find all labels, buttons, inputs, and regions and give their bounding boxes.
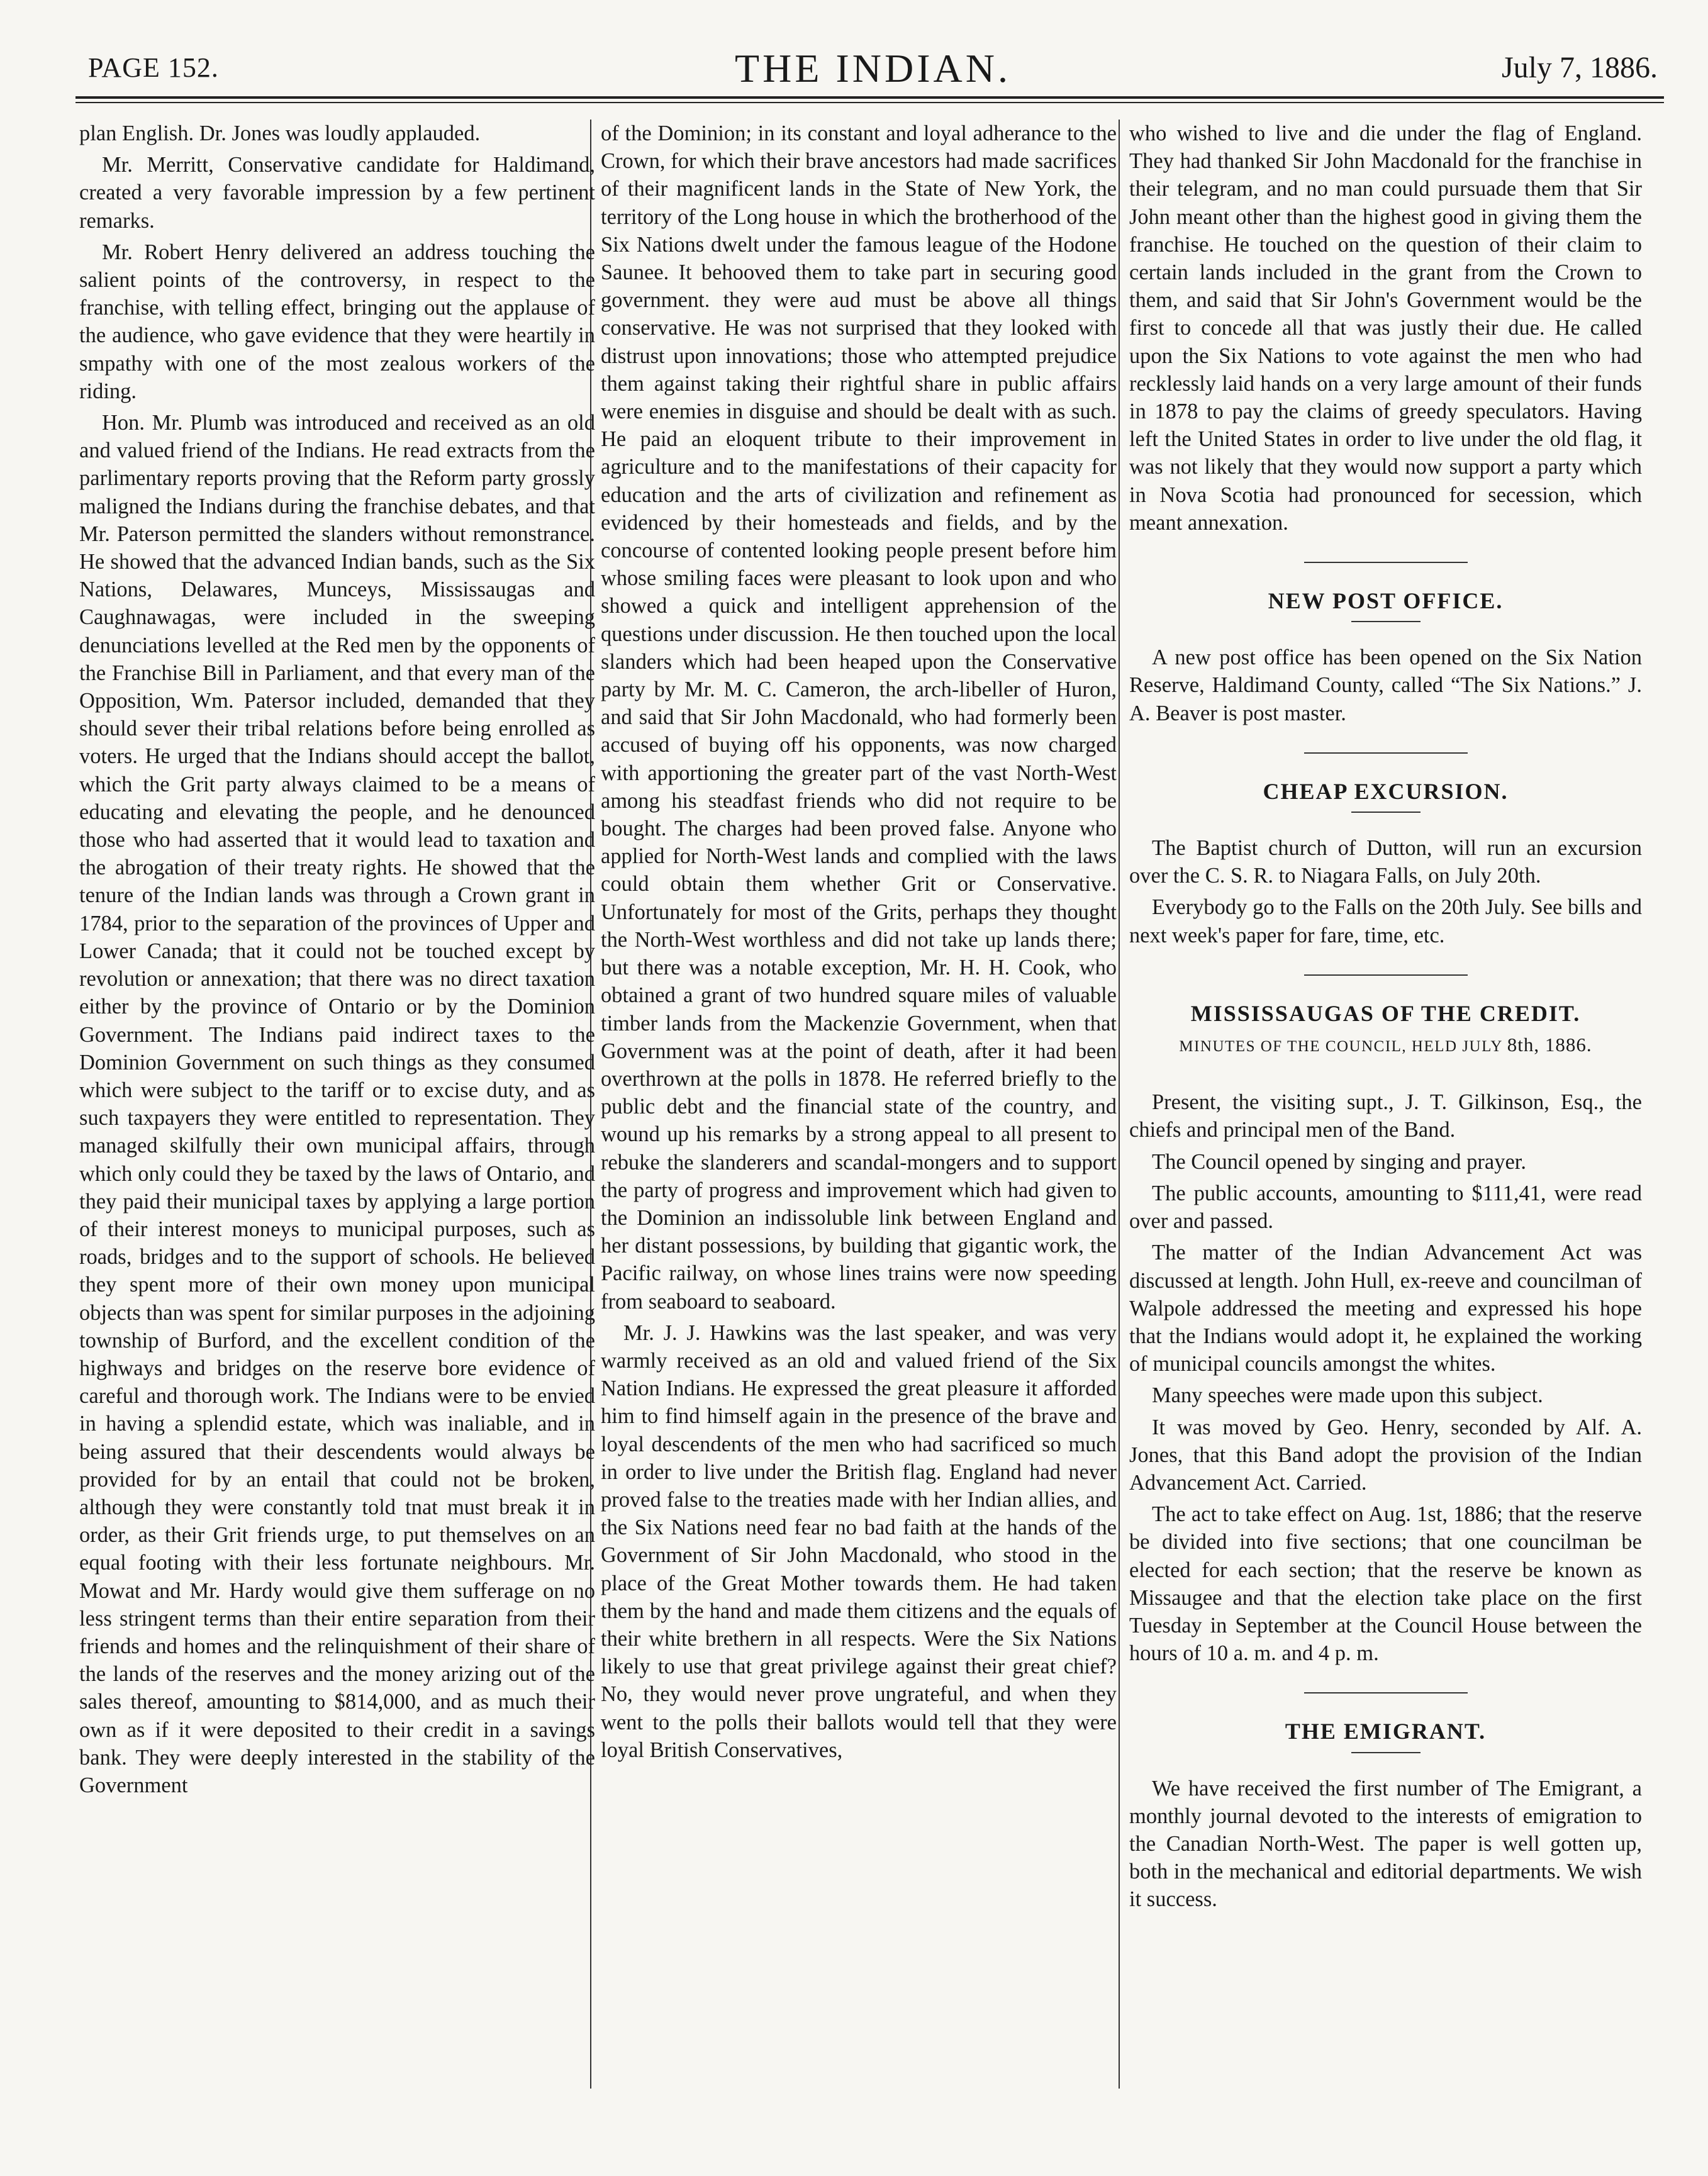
page-header (88, 46, 1658, 99)
paragraph: A new post office has been opened on the Six Nation Reserve, Haldimand County, called “The Six Nations.” J. A. Beaver is post master. (1129, 645, 1642, 725)
paragraph: Many speeches were made upon this subject. (1152, 1383, 1543, 1408)
section-rule (1304, 752, 1468, 754)
column-3 (1129, 120, 1642, 1917)
paragraph: The matter of the Indian Advancement Act was discussed at length. John Hull, ex-reeve and councilman of Walpole addressed the meeting and expressed his hope that the Indians would adopt it, he explained the working of municipal councils amongst the whites. (1129, 1241, 1642, 1376)
paragraph: Mr. Merritt, Conservative candidate for Haldimand, created a very favorable impression by a few pertinent remarks. (79, 153, 595, 233)
paragraph: It was moved by Geo. Henry, seconded by Alf. A. Jones, that this Band adopt the provision of the Indian Advancement Act. Carried. (1129, 1415, 1642, 1495)
heading-cheap-excursion: CHEAP EXCURSION. (1263, 778, 1509, 804)
column-1 (79, 120, 595, 1803)
paragraph: Mr. Robert Henry delivered an address touching the salient points of the controversy, in respect to the franchise, with telling effect, bringing out the applause of the audience, who gave evidence that they were heartily in smpathy with one of the most zealous workers of the riding. (79, 240, 595, 403)
paragraph: The act to take effect on Aug. 1st, 1886; that the reserve be divided into five sections; that one councilman be elected for each section; that the reserve be known as Missaugee and that the election take place on the first Tuesday in September at the Council House between the hours of 10 a. m. and 4 p. m. (1129, 1502, 1642, 1666)
paragraph: Present, the visiting supt., J. T. Gilkinson, Esq., the chiefs and principal men of the Band. (1129, 1090, 1642, 1142)
section-rule (1304, 1692, 1468, 1693)
paragraph: The Baptist church of Dutton, will run an excursion over the C. S. R. to Niagara Falls, on July 20th. (1129, 836, 1642, 888)
heading-rule (1351, 812, 1421, 813)
paragraph: The public accounts, amounting to $111,41, were read over and passed. (1129, 1181, 1642, 1234)
minutes-date: 8th, 1886. (1507, 1034, 1592, 1056)
column-divider (1119, 120, 1120, 2089)
minutes-caps: MINUTES OF THE COUNCIL, HELD JULY (1179, 1038, 1503, 1056)
heading-the-emigrant: THE EMIGRANT. (1285, 1719, 1487, 1744)
paragraph: Hon. Mr. Plumb was introduced and received as an old and valued friend of the Indians. He read extracts from the parlimentary reports proving that the Reform party grossly maligned the Indians during the franchise debates, and that Mr. Paterson permitted the slanders without remonstrance. He showed that the advanced Indian bands, such as the Six Nations, Delawares, Munceys, Mississaugas and Caughnawagas, were included in the sweeping denunciations levelled at the Red men by the opponents of the Franchise Bill in Parliament, and that every man of the Opposition, Wm. Patersor included, demanded that they should sever their tribal relations before being enrolled as voters. He urged that the Indians should accept the ballot, which the Grit party always claimed to be a means of educating and elevating the people, and he denounced those who had asserted that it would lead to taxation and the abrogation of their treaty rights. He showed that the tenure of the Indian lands was through a Crown grant in 1784, prior to the separation of the provinces of Upper and Lower Canada; that it could not be touched except by revolution or annexation; that there was no direct taxation either by the province of Ontario or by the Dominion Government. The Indians paid indirect taxes to the Dominion Government on such things as they consumed which were subject to the tariff or to excise duty, and as such taxpayers they were entitled to representation. They managed skilfully their own municipal affairs, through which only could they be taxed by the laws of Ontario, and they paid their municipal taxes by applying a large portion of their interest moneys to municipal purposes, such as roads, bridges and to the support of schools. He believed they spent more of their own money upon municipal objects than was spent for similar purposes in the adjoining township of Burford, and the excellent condition of the highways and bridges on the reserve bore evidence of careful and thorough work. The Indians were to be envied in having a splendid estate, which was inaliable, and in being assured that their descendents would always be provided for by an entail that could not be broken, although they were constantly told tnat must break it in order, as their Grit friends urge, to put themselves on an equal footing with their less fortunate neighbours. Mr. Mowat and Mr. Hardy would give them sufferage on no less stringent terms than their entire separation from their friends and homes and the relinquishment of their share of the lands of the reserves and the money arizing out of the sales thereof, amounting to $814,000, and as much their own as if it were deposited to their credit in a savings bank. They were deeply interested in the stability of the Government (79, 411, 595, 1797)
paragraph: who wished to live and die under the flag of England. They had thanked Sir John Macdonald for the franchise in their telegram, and no man could pursuade them that Sir John meant other than the highest good in giving them the franchise. He touched on the question of their claim to certain lands included in the grant from the Crown to them, and said that Sir John's Government would be the first to concede all that was justly their due. He called upon the Six Nations to vote against the men who had recklessly laid hands on a very large amount of their funds in 1878 to pay the claims of greedy speculators. Having left the United States in order to live under the old flag, it was not likely that they would now support a party which in Nova Scotia had pronounced for secession, which meant annexation. (1129, 121, 1642, 535)
heading-rule (1351, 1752, 1421, 1753)
heading-rule (1351, 621, 1421, 622)
page-number: PAGE 152. (88, 52, 219, 83)
issue-date: July 7, 1886. (1501, 51, 1658, 84)
paragraph: Mr. J. J. Hawkins was the last speaker, and was very warmly received as an old and valued friend of the Six Nation Indians. He expressed the great pleasure it afforded him to find himself again in the presence of the brave and loyal descendents of the men who had sacrificed so much in order to live under the British flag. England had never proved false to the treaties made with her Indian allies, and the Six Nations need fear no bad faith at the hands of the Government of Sir John Macdonald, who stood in the place of the Great Mother towards them. He had taken them by the hand and made them citizens and the equals of their white brethern in all respects. Were the Six Nations likely to use that great privilege against their great chief? No, they would never prove ungrateful, and when they went to the polls their ballots would tell that they were loyal British Conservatives, (601, 1320, 1117, 1762)
paragraph: The Council opened by singing and prayer. (1152, 1149, 1526, 1174)
section-rule (1304, 974, 1468, 976)
paragraph: We have received the first number of The Emigrant, a monthly journal devoted to the interests of emigration to the Canadian North-West. The paper is well gotten up, both in the mechanical and editorial departments. We wish it success. (1129, 1776, 1642, 1912)
minutes-subheading (1129, 1031, 1642, 1061)
header-rule-thin (75, 102, 1664, 103)
newspaper-title: THE INDIAN. (735, 46, 1011, 91)
section-rule (1304, 562, 1468, 563)
heading-new-post-office: NEW POST OFFICE. (1268, 588, 1504, 614)
heading-mississaugas: MISSISSAUGAS OF THE CREDIT. (1190, 1000, 1581, 1026)
paragraph: of the Dominion; in its constant and loyal adherance to the Crown, for which their brave ancestors had made sacrifices of their magnificent lands in the State of New York, the territory of the Long house in which the brotherhood of the Six Nations dwelt under the famous league of the Hodone Saunee. It behooved them to take part in securing good government. they were aud must be above all things conservative. He was not surprised that they looked with distrust upon innovations; those who attempted prejudice them against taking their rightful share in public affairs were enemies in disguise and should be dealt with as such. He paid an eloquent tribute to their improvement in agriculture and to the manifestations of their capacity for education and the arts of civilization and refinement as evidenced by their homesteads and fields, and by the concourse of contented looking people present before him whose smiling faces were pleasant to look upon and who showed a quick and intelligent apprehension of the questions under discussion. He then touched upon the local slanders which had been heaped upon the Conservative party by Mr. M. C. Cameron, the arch-libeller of Huron, and said that Sir John Macdonald, who had formerly been accused of buying off his opponents, was now charged with apportioning the greater part of the vast North-West among his steadfast friends who did not require to be bought. The charges had been proved false. Anyone who applied for North-West lands and complied with the laws could obtain them whether Grit or Conservative. Unfortunately for most of the Grits, perhaps they thought the North-West worthless and did not take up lands there; but there was a notable exception, Mr. H. H. Cook, who obtained a grant of two hundred square miles of valuable timber lands from the Mackenzie Government, when that Government was at the point of death, after it had been overthrown at the polls in 1878. He referred briefly to the public debt and the financial state of the country, and wound up his remarks by a strong appeal to all present to rebuke the slanderers and scandal-mongers and to support the party of progress and improvement which had given to the Dominion an indissoluble link between England and her distant possessions, by building that gigantic work, the Pacific railway, on whose lines trains were now speeding from seaboard to seaboard. (601, 121, 1117, 1314)
header-rule-thick (75, 96, 1664, 99)
column-2 (601, 120, 1117, 1768)
paragraph: plan English. Dr. Jones was loudly applauded. (79, 121, 481, 145)
paragraph: Everybody go to the Falls on the 20th July. See bills and next week's paper for fare, time, etc. (1129, 895, 1642, 947)
